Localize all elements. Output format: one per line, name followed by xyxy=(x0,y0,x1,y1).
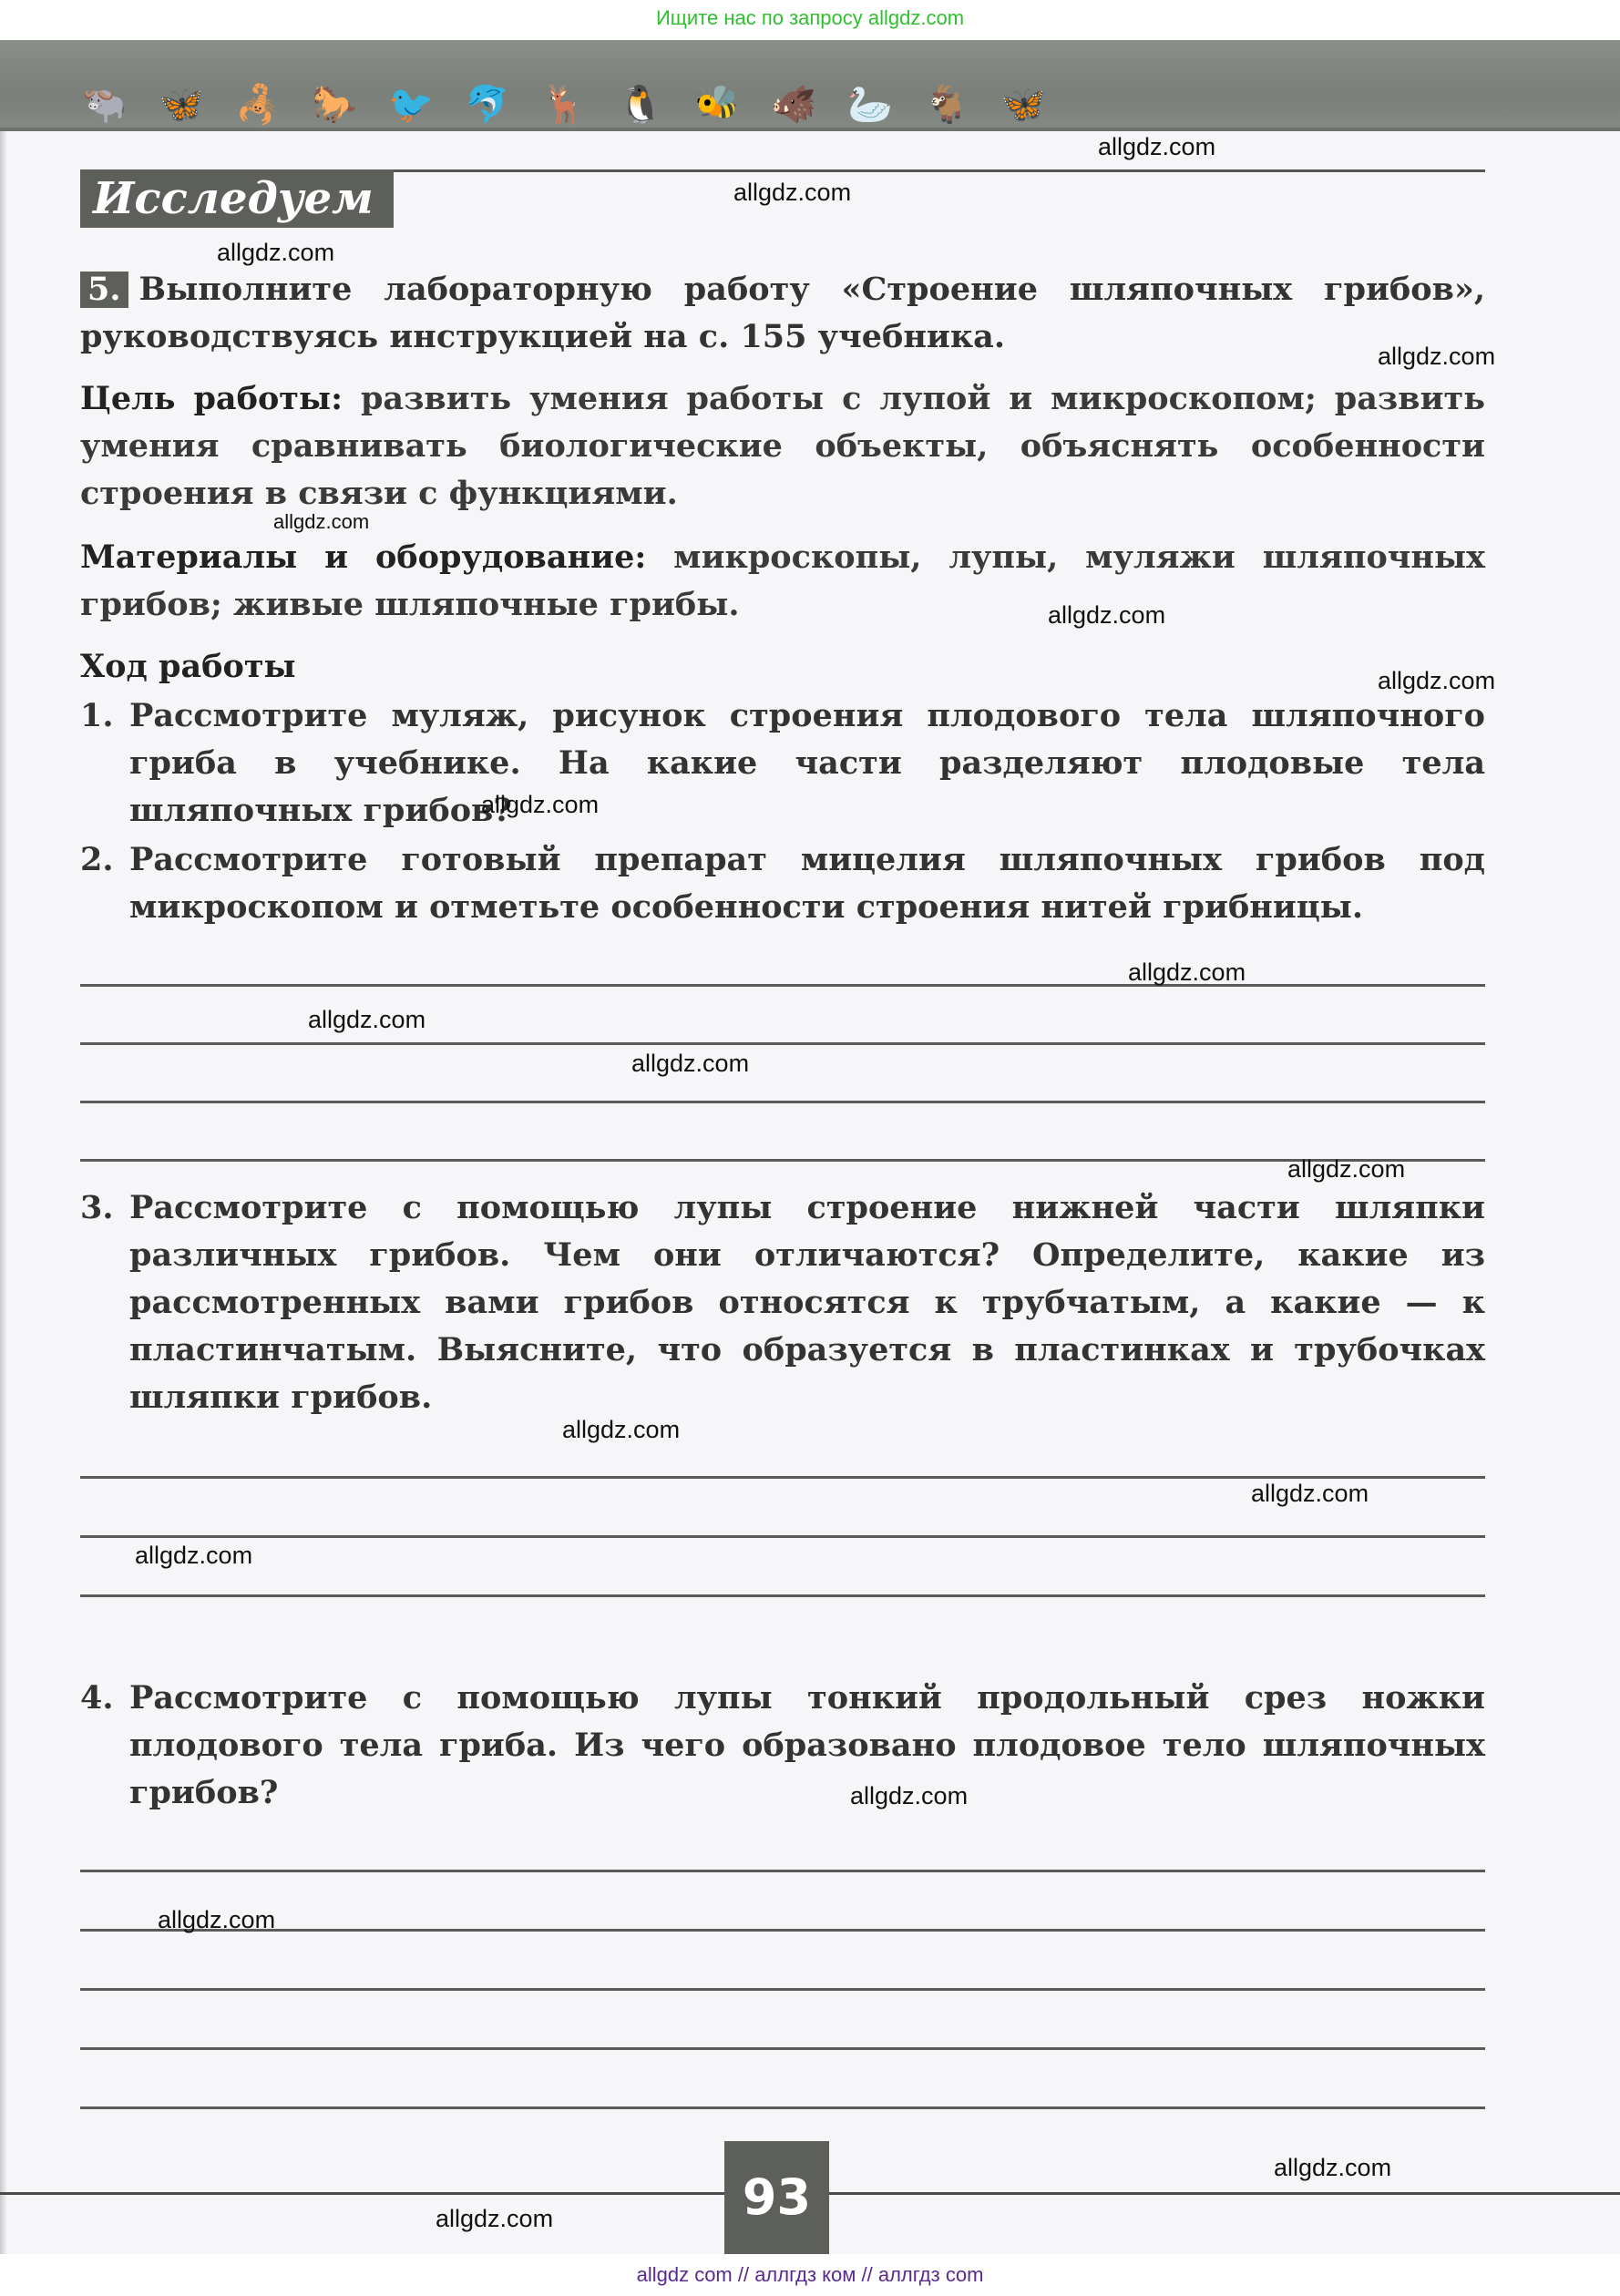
answer-line[interactable] xyxy=(80,2047,1485,2050)
promo-banner-top[interactable]: Ищите нас по запросу allgdz.com xyxy=(0,0,1620,40)
step-number: 3. xyxy=(80,1189,114,1226)
answer-line[interactable] xyxy=(80,2106,1485,2109)
materials-text: микроскопы, лупы, муляжи шляпочных грибов; живые шляпочные грибы. xyxy=(80,538,1485,623)
page-binding-shadow xyxy=(0,131,7,2254)
watermark: allgdz.com xyxy=(1378,667,1496,694)
watermark: allgdz.com xyxy=(436,2205,554,2232)
dolphin-icon: 🐬 xyxy=(465,84,510,126)
answer-line[interactable] xyxy=(80,1870,1485,1872)
goal-block xyxy=(80,375,1485,518)
watermark: allgdz.com xyxy=(1378,343,1496,370)
scorpion-icon: 🦂 xyxy=(235,84,281,126)
insect-icon: 🐝 xyxy=(694,84,740,126)
bison-icon: 🐃 xyxy=(82,84,128,126)
boar-icon: 🐗 xyxy=(771,84,816,126)
watermark: allgdz.com xyxy=(217,239,335,266)
materials-block xyxy=(80,534,1485,629)
animal-banner xyxy=(0,40,1620,131)
step-number: 4. xyxy=(80,1679,114,1717)
step-text: Рассмотрите с помощью лупы строение нижней части шляпки различных грибов. Чем они отличаются? Определите, какие из рассмотренных вами грибов относятся к трубчатым, а какие — к пластинчатым. Выясните, что образуется в пластинках и трубочках шляпки грибов. xyxy=(129,1189,1485,1416)
task-intro xyxy=(80,266,1485,361)
watermark: allgdz.com xyxy=(733,179,852,206)
procedure-title xyxy=(80,643,1485,691)
materials-label: Материалы и оборудование: xyxy=(80,538,647,576)
bird-icon: 🐦 xyxy=(388,84,434,126)
answer-line[interactable] xyxy=(80,1101,1485,1103)
step-number: 1. xyxy=(80,697,114,734)
deer-icon: 🦌 xyxy=(541,84,587,126)
watermark: allgdz.com xyxy=(631,1050,750,1077)
step-1 xyxy=(80,692,1485,835)
answer-line[interactable] xyxy=(80,1535,1485,1538)
answer-line[interactable] xyxy=(80,1042,1485,1045)
watermark: allgdz.com xyxy=(135,1542,253,1569)
goal-text: развить умения работы с лупой и микроскопом; развить умения сравнивать биологические объекты, объяснять особенности строения в связи с функциями. xyxy=(80,380,1485,512)
promo-banner-bottom[interactable]: allgdz com // аллгдз ком // аллгдз com xyxy=(0,2254,1620,2296)
watermark: allgdz.com xyxy=(850,1782,969,1809)
step-text: Рассмотрите муляж, рисунок строения плодового тела шляпочного гриба в учебнике. На какие части разделяют плодовые тела шляпочных грибов? xyxy=(129,697,1485,829)
horse-icon: 🐎 xyxy=(312,84,357,126)
watermark: allgdz.com xyxy=(1128,958,1246,986)
goal-label: Цель работы: xyxy=(80,380,343,417)
antelope-icon: 🐐 xyxy=(924,84,969,126)
watermark: allgdz.com xyxy=(1048,601,1166,629)
step-4 xyxy=(80,1675,1485,1817)
step-3 xyxy=(80,1184,1485,1421)
page-number: 93 xyxy=(724,2141,829,2254)
procedure-heading: Ход работы xyxy=(80,648,296,685)
watermark: allgdz.com xyxy=(562,1416,681,1443)
watermark: allgdz.com xyxy=(273,510,370,533)
watermark: allgdz.com xyxy=(1251,1480,1369,1507)
task-intro-text: Выполните лабораторную работу «Строение шляпочных грибов», руководствуясь инструкцией на с. 155 учебника. xyxy=(80,271,1485,355)
step-2 xyxy=(80,836,1485,931)
watermark: allgdz.com xyxy=(308,1006,426,1033)
butterfly-icon: 🦋 xyxy=(1000,84,1046,126)
step-text: Рассмотрите готовый препарат мицелия шляпочных грибов под микроскопом и отметьте особенности строения нитей грибницы. xyxy=(129,841,1485,926)
answer-line[interactable] xyxy=(80,1159,1485,1162)
task-number-badge: 5. xyxy=(80,272,128,308)
watermark: allgdz.com xyxy=(481,791,600,818)
answer-line[interactable] xyxy=(80,1988,1485,1991)
crane-icon: 🦢 xyxy=(847,84,893,126)
section-title: Исследуем xyxy=(80,169,394,228)
watermark: allgdz.com xyxy=(158,1906,276,1933)
watermark: allgdz.com xyxy=(1274,2154,1392,2181)
watermark: allgdz.com xyxy=(1287,1155,1406,1183)
step-text: Рассмотрите с помощью лупы тонкий продольный срез ножки плодового тела гриба. Из чего образовано плодовое тело шляпочных грибов? xyxy=(129,1679,1485,1811)
butterfly-icon: 🦋 xyxy=(159,84,204,126)
answer-line[interactable] xyxy=(80,1594,1485,1597)
answer-line[interactable] xyxy=(80,984,1485,987)
step-number: 2. xyxy=(80,841,114,878)
watermark: allgdz.com xyxy=(1098,133,1216,160)
bird-standing-icon: 🐧 xyxy=(618,84,663,126)
answer-line[interactable] xyxy=(80,1476,1485,1479)
answer-line[interactable] xyxy=(80,1929,1485,1932)
